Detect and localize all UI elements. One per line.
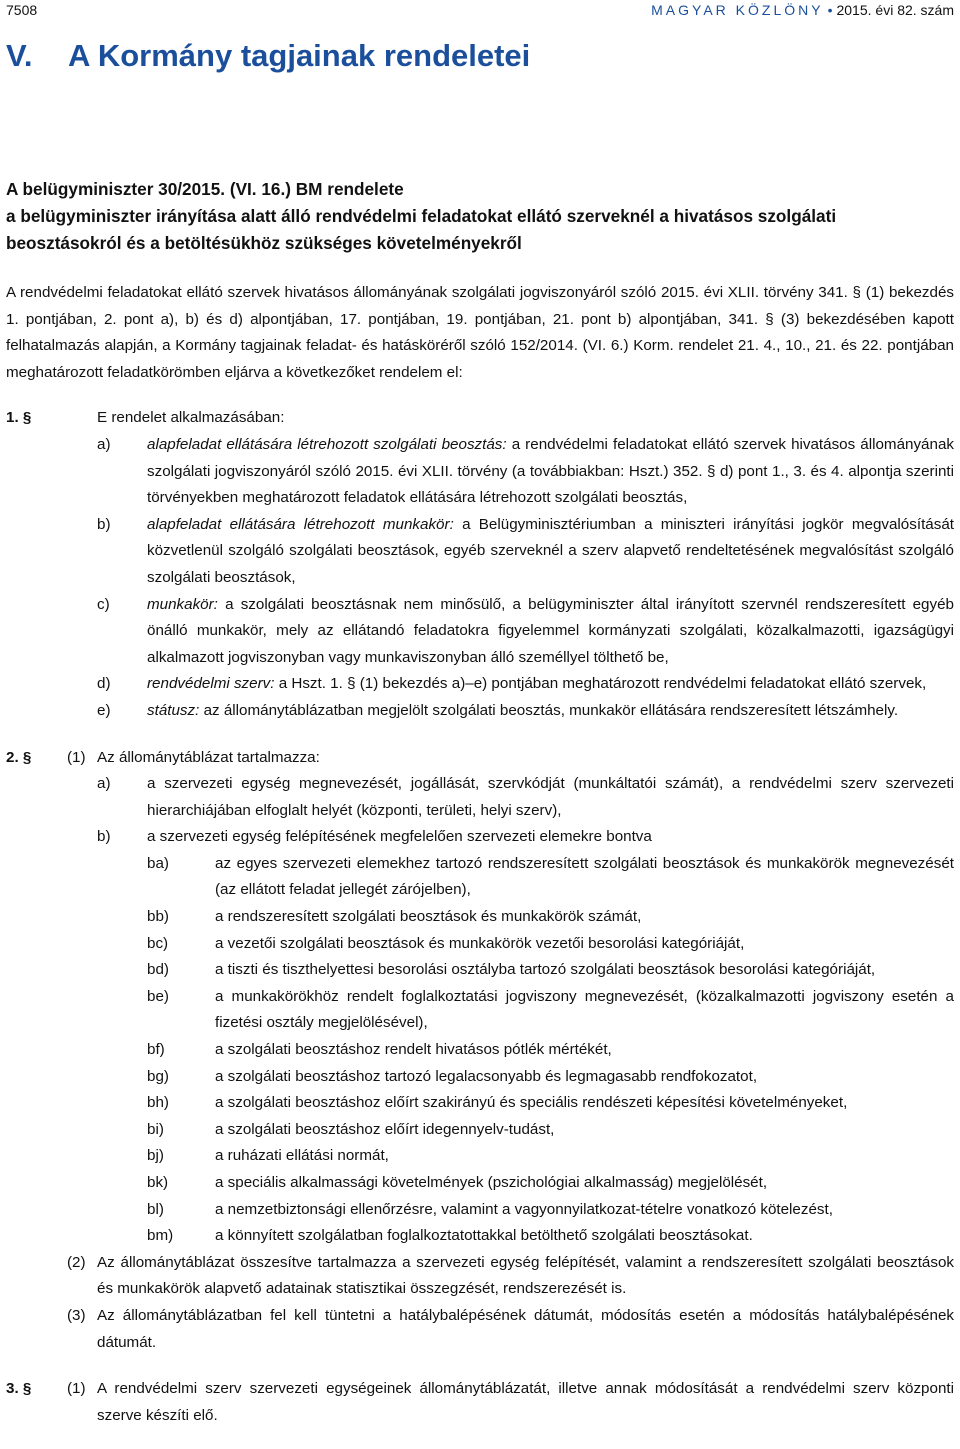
page-header bbox=[6, 2, 954, 26]
decree-title-line: a belügyminiszter irányítása alatt álló rendvédelmi feladatokat ellátó szerveknél a hivatásos szolgálati bbox=[6, 206, 837, 226]
decree-title-line: A belügyminiszter 30/2015. (VI. 16.) BM rendelete bbox=[6, 179, 404, 199]
sub-item-text: a munkakörökhöz rendelt foglalkoztatási jogviszony megnevezését, (közalkalmazotti jogviszony esetén a fizetési osztály megjelölésével), bbox=[215, 987, 954, 1032]
sub-item-text: a nemzetbiztonsági ellenőrzésre, valamint a vagyonnyilatkozat-tételre vonatkozó kötelezést, bbox=[215, 1200, 833, 1218]
subsection-text: A rendvédelmi szerv szervezeti egységeinek állománytáblázatát, illetve annak módosítását a rendvédelmi szerv központi szerve készíti elő. bbox=[97, 1380, 954, 1424]
paragraph-3 bbox=[6, 1376, 954, 1429]
sub-item bbox=[6, 1037, 954, 1064]
sub-item-label: bb) bbox=[147, 908, 169, 926]
section-number: V. bbox=[6, 38, 33, 73]
sub-item-label: be) bbox=[147, 987, 169, 1005]
sub-item-text: a tiszti és tiszthelyettesi besorolási osztályba tartozó szolgálati beosztások besorolási kategóriáját, bbox=[215, 961, 876, 979]
sub-item-label: bf) bbox=[147, 1041, 165, 1059]
defined-term: munkakör: bbox=[147, 595, 218, 613]
paragraph-intro: E rendelet alkalmazásában: bbox=[97, 409, 285, 427]
issue-number: 2015. évi 82. szám bbox=[836, 2, 954, 18]
item-label: e) bbox=[97, 701, 111, 719]
sub-item-label: ba) bbox=[147, 854, 169, 872]
defined-term: rendvédelmi szerv: bbox=[147, 675, 275, 693]
list-item bbox=[6, 592, 954, 672]
item-label: b) bbox=[97, 515, 111, 533]
subsection-label: (1) bbox=[67, 1380, 86, 1398]
sub-item-text: a szolgálati beosztáshoz előírt idegennyelv-tudást, bbox=[215, 1120, 555, 1138]
subsection-text: Az állománytáblázatban fel kell tüntetni a hatálybalépésének dátumát, módosítás esetén a módosítás hatálybalépésének dátumát. bbox=[97, 1306, 954, 1351]
list-item bbox=[6, 698, 954, 725]
subsection bbox=[6, 1303, 954, 1356]
sub-item-label: bc) bbox=[147, 934, 169, 952]
sub-item-text: a rendszeresített szolgálati beosztások és munkakörök számát, bbox=[215, 908, 642, 926]
defined-term: státusz: bbox=[147, 701, 200, 719]
subsection-label: (2) bbox=[67, 1253, 86, 1271]
item-label: c) bbox=[97, 595, 110, 613]
sub-item bbox=[6, 931, 954, 958]
item-label: d) bbox=[97, 675, 111, 693]
list-item bbox=[6, 432, 954, 512]
section-heading bbox=[6, 38, 530, 74]
sub-item-text: a ruházati ellátási normát, bbox=[215, 1147, 389, 1165]
subsection bbox=[6, 1250, 954, 1303]
sub-item-text: a vezetői szolgálati beosztások és munkakörök vezetői besorolási kategóriáját, bbox=[215, 934, 745, 952]
sub-item-label: bi) bbox=[147, 1120, 164, 1138]
subsection-label: (1) bbox=[67, 748, 86, 766]
item-label: a) bbox=[97, 775, 111, 793]
sub-item-label: bj) bbox=[147, 1147, 164, 1165]
item-text: a Belügyminisztériumban a miniszteri irányítási jogkör megvalósítását közvetlenül szolgáló szolgálati beosztások, egyéb szerveknél a szerv alapvető rendeltetésének megvalósítást szolgáló szolgálati beosztások, bbox=[147, 515, 954, 586]
sub-item bbox=[6, 904, 954, 931]
sub-item-label: bl) bbox=[147, 1200, 164, 1218]
item-label: a) bbox=[97, 435, 111, 453]
sub-item-label: bk) bbox=[147, 1174, 169, 1191]
preamble: A rendvédelmi feladatokat ellátó szervek hivatásos állományának szolgálati jogviszonyáról szóló 2015. évi XLII. törvény 341. § (1) bekezdés 1. pontjában, 2. pont a), b) és d) alpontjában, 17. pontjában, 19. pontjában, 21. pont b) alpontjában, 341. § (3) bekezdésében kapott felhatalmazás alapján, a Kormány tagjainak feladat- és hatásköréről szóló 152/2014. (VI. 6.) Korm. rendelet 21. 4., 10., 21. és 22. pontjában meghatározott feladatkörömben eljárva a következőket rendelem el: bbox=[6, 284, 954, 381]
sub-item-label: bg) bbox=[147, 1067, 169, 1085]
sub-item bbox=[6, 1090, 954, 1117]
item-text: a szervezeti egység megnevezését, jogállását, szervkódját (munkáltatói számát), a rendvédelmi szerv szervezeti hierarchiájában elfoglalt helyét (központi, területi, helyi szerv), bbox=[147, 775, 954, 819]
item-text: az állománytáblázatban megjelölt szolgálati beosztás, munkakör ellátására rendszeresített létszámhely. bbox=[203, 701, 899, 719]
item-text: a rendvédelmi feladatokat ellátó szervek hivatásos állományának szolgálati jogviszonyáról szóló 2015. évi XLII. törvény (a továbbiakban: Hszt.) 352. § d) pont 1., 3. és 4. alpontja szerinti törvényekben meghatározott feladatok ellátására létrehozott szolgálati beosztás, bbox=[147, 435, 954, 507]
item-text: a Hszt. 1. § (1) bekezdés a)–e) pontjában meghatározott rendvédelmi feladatokat ellátó szervek, bbox=[278, 675, 927, 693]
defined-term: alapfeladat ellátására létrehozott szolgálati beosztás: bbox=[147, 435, 507, 453]
journal-name: MAGYAR KÖZLÖNY bbox=[651, 2, 824, 18]
sub-item bbox=[6, 1143, 954, 1170]
subsection-text: Az állománytáblázat összesítve tartalmazza a szervezeti egység felépítését, valamint a rendszeresített szolgálati beosztások és munkakörök alapvető adatainak statisztikai összegzését, rendszerezését is. bbox=[97, 1253, 954, 1298]
list-item bbox=[6, 512, 954, 592]
sub-item bbox=[6, 984, 954, 1037]
paragraph-number: 2. § bbox=[6, 748, 32, 766]
sub-item-text: a speciális alkalmassági követelmények (pszichológiai alkalmasság) megjelölését, bbox=[215, 1174, 768, 1191]
list-item bbox=[6, 671, 954, 698]
page-number: 7508 bbox=[6, 2, 38, 18]
paragraph-number: 1. § bbox=[6, 409, 32, 427]
list-item bbox=[6, 771, 954, 824]
sub-item-label: bh) bbox=[147, 1094, 169, 1112]
list-item bbox=[6, 824, 954, 851]
sub-item-label: bd) bbox=[147, 961, 169, 979]
defined-term: alapfeladat ellátására létrehozott munkakör: bbox=[147, 515, 454, 533]
sub-item bbox=[6, 1117, 954, 1144]
sub-item-text: a szolgálati beosztáshoz előírt szakirányú és speciális rendészeti képesítési követelményeket, bbox=[215, 1094, 848, 1112]
decree-body bbox=[6, 280, 954, 1449]
sub-item bbox=[6, 1197, 954, 1224]
subsection-label: (3) bbox=[67, 1306, 86, 1324]
sub-item bbox=[6, 851, 954, 904]
item-label: b) bbox=[97, 828, 111, 846]
section-title: A Kormány tagjainak rendeletei bbox=[68, 38, 531, 73]
subsection bbox=[6, 1376, 954, 1429]
subsection-text: Az állománytáblázat tartalmazza: bbox=[97, 748, 320, 766]
sub-item bbox=[6, 1223, 954, 1250]
subsection bbox=[6, 745, 954, 772]
paragraph-1 bbox=[6, 405, 954, 724]
sub-item-text: a szolgálati beosztáshoz tartozó legalacsonyabb és legmagasabb rendfokozatot, bbox=[215, 1067, 758, 1085]
sub-item bbox=[6, 957, 954, 984]
decree-title bbox=[6, 176, 956, 257]
sub-item-text: a könnyített szolgálatban foglalkoztatottakkal betölthető szolgálati beosztásokat. bbox=[215, 1227, 753, 1245]
item-text: a szervezeti egység felépítésének megfelelően szervezeti elemekre bontva bbox=[147, 828, 652, 846]
paragraph-2 bbox=[6, 745, 954, 1357]
separator-dot: • bbox=[827, 2, 833, 18]
journal-info bbox=[651, 2, 954, 18]
sub-item-text: a szolgálati beosztáshoz rendelt hivatásos pótlék mértékét, bbox=[215, 1041, 612, 1059]
sub-item-label: bm) bbox=[147, 1227, 174, 1245]
decree-title-line: beosztásokról és a betöltésükhöz szükséges követelményekről bbox=[6, 233, 522, 253]
paragraph-number: 3. § bbox=[6, 1380, 32, 1398]
item-text: a szolgálati beosztásnak nem minősülő, a belügyminiszter által irányított szervnél rendszeresített egyéb önálló munkakör, mely az ellátandó feladatokra figyelemmel kormányzati szolgálati, közalkalmazotti, igazságügyi alkalmazott jogviszonyban vagy munkaviszonyban álló személlyel tölthető be, bbox=[147, 595, 954, 666]
sub-item bbox=[6, 1170, 954, 1197]
sub-item-text: az egyes szervezeti elemekhez tartozó rendszeresített szolgálati beosztások és munkakörök megnevezését (az ellátott feladat jellegét zárójelben), bbox=[215, 854, 954, 899]
sub-item bbox=[6, 1064, 954, 1091]
